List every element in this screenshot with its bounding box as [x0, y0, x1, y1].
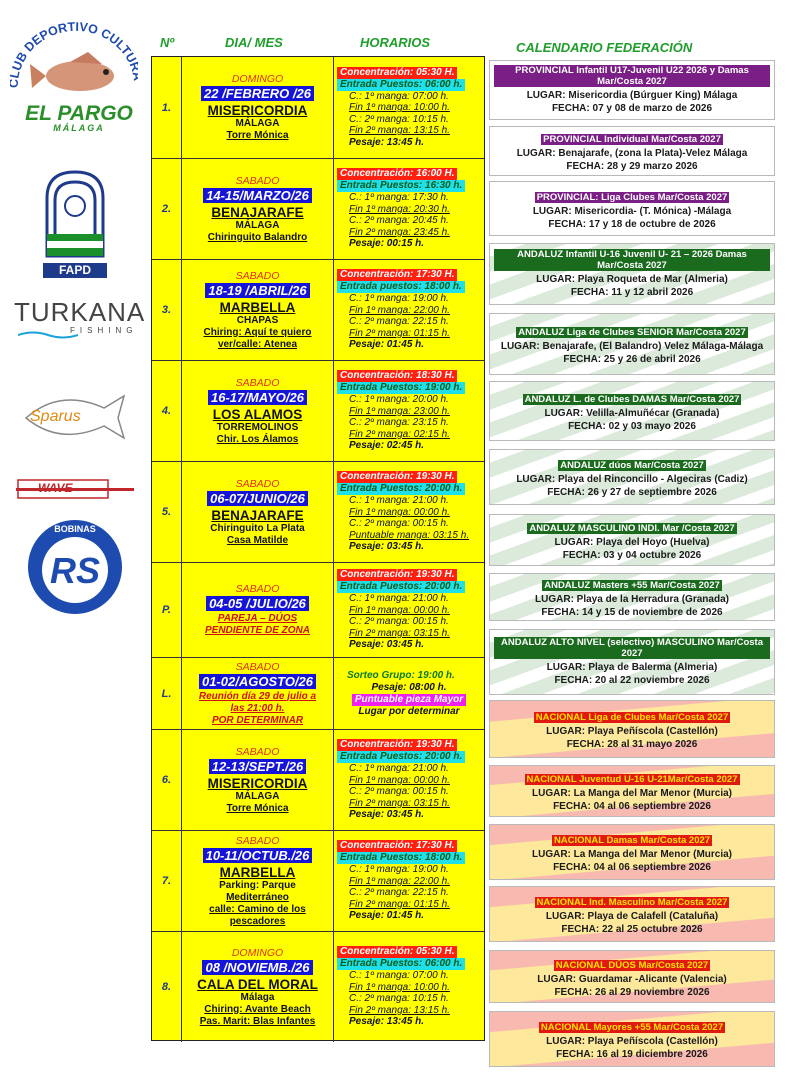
federation-location: LUGAR: La Manga del Mar Menor (Murcia)	[531, 788, 732, 799]
federation-location: LUGAR: Playa Roqueta de Mar (Almeria)	[536, 274, 728, 285]
entry-time: Entrada Puestos: 19:00 h.	[337, 382, 465, 394]
weigh-in-time: Pesaje: 13:45 h.	[349, 1016, 425, 1028]
row-place-detail: CHAPAS	[236, 314, 279, 326]
schedule-line: C.: 2º manga: 23:15 h.	[349, 417, 449, 429]
row-number: 7.	[152, 831, 182, 931]
fapd-logo	[43, 168, 107, 277]
calendar-row	[152, 931, 484, 1042]
scoring-note: Puntuable pieza Mayor	[352, 694, 466, 706]
federation-event	[489, 573, 775, 621]
row-number: L.	[152, 658, 182, 729]
row-date: 12-13/SEPT./26	[209, 759, 307, 774]
federation-title: PROVINCIAL: Liga Clubes Mar/Costa 2027	[536, 191, 728, 203]
row-place: MARBELLA	[219, 864, 296, 880]
federation-title: NACIONAL DÚOS Mar/Costa 2027	[555, 959, 709, 971]
row-date-cell	[182, 831, 334, 931]
row-weekday: SABADO	[235, 745, 280, 758]
entry-time: Entrada Puestos: 20:00 h.	[337, 483, 465, 495]
entry-time: Entrada Puestos: 06:00 h.	[337, 958, 465, 970]
wave-icon	[16, 478, 134, 500]
row-note: las 21:00 h.	[230, 702, 285, 714]
row-place-detail: Chiringuito La Plata	[210, 522, 305, 534]
row-place-detail: MÁLAGA	[235, 219, 280, 231]
fapd-arch-icon	[43, 168, 107, 258]
weigh-in-time: Pesaje: 03:45 h.	[349, 541, 425, 553]
row-place-detail: Chir. Los Álamos	[216, 433, 299, 445]
row-note: Reunión día 29 de julio a	[198, 690, 317, 702]
federation-date: FECHA: 11 y 12 abril 2026	[570, 287, 694, 298]
row-schedule-cell	[334, 462, 484, 562]
row-place: BENAJARAFE	[211, 204, 304, 220]
row-date: 18-19 /ABRIL/26	[205, 283, 309, 298]
schedule-line: Fin 2º manga: 01:15 h.	[349, 327, 450, 339]
federation-title-wrap	[494, 575, 770, 593]
federation-location: LUGAR: Misericordia (Búrguer King) Málaga	[526, 90, 738, 101]
concentration-time: Concentración: 19:30 H.	[337, 471, 457, 483]
federation-event	[489, 1011, 775, 1067]
schedule-line: C.: 1º manga: 21:00 h.	[349, 763, 449, 775]
schedule-line: C.: 1º manga: 07:00 h.	[349, 970, 449, 982]
federation-location: LUGAR: Playa del Hoyo (Huelva)	[554, 537, 710, 548]
weigh-in-time: Pesaje: 02:45 h.	[349, 440, 425, 452]
row-number: 2.	[152, 159, 182, 259]
concentration-time: Concentración: 17:30 H.	[337, 840, 457, 852]
row-weekday: SABADO	[235, 477, 280, 490]
federation-date: FECHA: 16 al 19 diciembre 2026	[556, 1049, 708, 1060]
federation-title-wrap	[494, 65, 770, 89]
row-date-wrap	[184, 959, 331, 977]
row-schedule-cell	[334, 831, 484, 931]
row-number: P.	[152, 563, 182, 657]
row-date-cell	[182, 563, 334, 657]
federation-location: LUGAR: La Manga del Mar Menor (Murcia)	[531, 849, 732, 860]
calendar-row	[152, 657, 484, 729]
header-hours: HORARIOS	[360, 35, 431, 50]
concentration-time: Concentración: 16:00 H.	[337, 168, 457, 180]
row-number: 6.	[152, 730, 182, 830]
row-date: 04-05 /JULIO/26	[206, 596, 309, 611]
federation-title: ANDALUZ MASCULINO INDI. Mar /Costa 2027	[529, 523, 735, 534]
schedule-line: Fin 2º manga: 13:15 h.	[349, 125, 450, 137]
federation-location: LUGAR: Guardamar -Alicante (Valencia)	[537, 973, 727, 985]
row-schedule-cell	[334, 361, 484, 461]
turkana-sub: FISHING	[70, 326, 138, 335]
draw-time: Sorteo Grupo: 19:00 h.	[347, 670, 455, 681]
row-schedule-cell	[334, 932, 484, 1042]
schedule-line: Fin 1º manga: 00:00 h.	[349, 774, 450, 786]
row-date: 01-02/AGOSTO/26	[199, 674, 316, 689]
row-weekday: SABADO	[235, 269, 280, 282]
row-weekday: SABADO	[235, 583, 280, 595]
calendar-row	[152, 57, 484, 158]
row-place-detail: Torre Mónica	[226, 130, 289, 141]
row-date-cell	[182, 361, 334, 461]
federation-title-wrap	[494, 707, 770, 725]
row-place-detail: Pas. Marit: Blas Infantes	[199, 1015, 316, 1027]
federation-title: PROVINCIAL Infantil U17-Juvenil U22 2026 y Damas Mar/Costa 2027	[494, 65, 770, 87]
weigh-in-time: Pesaje: 03:45 h.	[349, 809, 425, 821]
schedule-line: C.: 1º manga: 17:30 h.	[349, 192, 449, 204]
schedule-line: Puntuable manga: 03:15 h.	[349, 529, 470, 541]
federation-title: NACIONAL Damas Mar/Costa 2027	[553, 835, 711, 846]
club-logo	[10, 20, 138, 132]
row-date-wrap	[184, 595, 331, 613]
schedule-line: Fin 1º manga: 00:00 h.	[349, 604, 450, 616]
location-note: Lugar por determinar	[358, 705, 460, 717]
row-place-detail: Chiring: Aquí te quiero	[203, 326, 312, 338]
federation-title-wrap	[494, 249, 770, 273]
row-place-detail: Parking: Parque	[219, 879, 296, 891]
schedule-line: C.: 2º manga: 20:45 h.	[349, 215, 449, 227]
row-schedule-cell	[334, 658, 484, 729]
federation-title: NACIONAL Mayores +55 Mar/Costa 2027	[540, 1022, 724, 1033]
federation-location: LUGAR: Playa del Rinconcillo - Algeciras (Cadiz)	[516, 474, 748, 485]
club-top-text: UB DEPORTIVO CULTU	[10, 20, 138, 73]
federation-date: FECHA: 04 al 06 septiembre 2026	[553, 862, 711, 873]
row-place: LOS ALAMOS	[212, 406, 303, 422]
calendar-row	[152, 461, 484, 562]
federation-title-wrap	[494, 455, 770, 473]
row-place-detail: ver/calle: Atenea	[217, 338, 298, 350]
wave-text: WAVE	[38, 481, 73, 495]
row-schedule-cell	[334, 159, 484, 259]
turkana-wave-icon	[18, 330, 78, 340]
concentration-time: Concentración: 05:30 H.	[337, 67, 457, 79]
rs-top: BOBINAS	[54, 524, 96, 534]
federation-title-wrap	[494, 187, 770, 205]
row-place-detail: Málaga	[240, 991, 275, 1003]
federation-date: FECHA: 25 y 26 de abril 2026	[563, 354, 701, 365]
row-place-detail: calle: Camino de los	[209, 903, 306, 915]
weigh-in-time: Pesaje: 01:45 h.	[349, 910, 425, 922]
federation-event	[489, 449, 775, 505]
club-city: MÁLAGA	[53, 123, 105, 133]
concentration-time: Concentración: 18:30 H.	[337, 370, 457, 382]
entry-time: Entrada Puestos: 18:00 h.	[337, 852, 465, 864]
federation-date: FECHA: 26 al 29 noviembre 2026	[554, 986, 710, 998]
federation-date: FECHA: 28 al 31 mayo 2026	[566, 739, 698, 750]
federation-location: LUGAR: Benajarafe, (zona la Plata)-Velez Málaga	[516, 148, 748, 159]
schedule-line: Fin 2º manga: 23:45 h.	[349, 226, 450, 238]
entry-time: Entrada Puestos: 16:30 h.	[337, 180, 465, 192]
entry-time: Entrada Puestos: 20:00 h.	[337, 751, 465, 763]
federation-date: FECHA: 04 al 06 septiembre 2026	[553, 801, 711, 812]
federation-date: FECHA: 22 al 25 octubre 2026	[561, 924, 703, 935]
row-weekday: SABADO	[235, 660, 280, 673]
row-weekday: DOMINGO	[231, 73, 284, 85]
federation-title: NACIONAL Liga de Clubes Mar/Costa 2027	[535, 712, 729, 723]
federation-title-wrap	[494, 892, 770, 910]
row-date: 22 /FEBRERO /26	[201, 86, 314, 101]
schedule-line: C.: 1º manga: 19:00 h.	[349, 864, 449, 876]
row-schedule-cell	[334, 57, 484, 158]
row-place: MISERICORDIA	[207, 775, 308, 791]
federation-date: FECHA: 26 y 27 de septiembre 2026	[547, 487, 717, 498]
row-place-detail: MÁLAGA	[235, 118, 280, 129]
weigh-in-time: Pesaje: 00:15 h.	[349, 238, 425, 250]
row-date-cell	[182, 260, 334, 360]
schedule-line: C.: 2º manga: 22:15 h.	[349, 887, 449, 899]
federation-date: FECHA: 17 y 18 de octubre de 2026	[548, 218, 716, 230]
row-date-wrap	[184, 187, 331, 205]
schedule-line: C.: 2º manga: 00:15 h.	[349, 786, 449, 798]
calendar-row	[152, 259, 484, 360]
row-date-cell	[182, 658, 334, 729]
schedule-line: C.: 2º manga: 00:15 h.	[349, 616, 449, 628]
federation-event	[489, 514, 775, 566]
entry-time: Entrada Puestos: 20:00 h.	[337, 581, 465, 593]
schedule-line: C.: 2º manga: 10:15 h.	[349, 993, 449, 1005]
row-place-detail: Chiringuito Balandro	[207, 231, 308, 243]
row-date: 06-07/JUNIO/26	[207, 491, 308, 506]
turkana-name: TURKANA	[14, 297, 146, 327]
schedule-line: C.: 2º manga: 00:15 h.	[349, 518, 449, 530]
federation-title: NACIONAL Juventud U-16 U-21Mar/Costa 2027	[526, 774, 738, 785]
row-date-cell	[182, 57, 334, 158]
schedule-line: Fin 1º manga: 22:00 h.	[349, 304, 450, 316]
row-schedule-cell	[334, 730, 484, 830]
federation-event	[489, 765, 775, 817]
schedule-line: Fin 1º manga: 10:00 h.	[349, 102, 450, 114]
federation-event	[489, 126, 775, 176]
row-date-wrap	[184, 673, 331, 691]
row-place-detail: MÁLAGA	[235, 790, 280, 802]
row-date-cell	[182, 159, 334, 259]
federation-date: FECHA: 07 y 08 de marzo de 2026	[551, 103, 713, 114]
row-place-detail: Mediterráneo	[226, 891, 289, 903]
row-date-wrap	[184, 758, 331, 776]
federation-event	[489, 381, 775, 441]
row-schedule-cell	[334, 563, 484, 657]
rs-logo	[26, 518, 124, 616]
federation-title: ANDALUZ ALTO NIVEL (selectivo) MASCULINO Mar/Costa 2027	[494, 637, 770, 659]
federation-event	[489, 60, 775, 120]
federation-title: ANDALUZ Masters +55 Mar/Costa 2027	[544, 580, 720, 591]
federation-date: FECHA: 03 y 04 octubre 2026	[562, 550, 702, 561]
row-date-wrap	[184, 85, 331, 103]
row-weekday: DOMINGO	[231, 946, 284, 959]
federation-title-wrap	[494, 637, 770, 661]
weigh-in-time: Pesaje: 13:45 h.	[349, 136, 425, 148]
sparus-text: Sparus	[30, 408, 81, 425]
schedule-line: Fin 1º manga: 00:00 h.	[349, 506, 450, 518]
row-place: MARBELLA	[219, 299, 296, 315]
row-number: 4.	[152, 361, 182, 461]
calendar-row	[152, 158, 484, 259]
schedule-line: C.: 1º manga: 21:00 h.	[349, 593, 449, 605]
schedule-line: Fin 1º manga: 10:00 h.	[349, 981, 450, 993]
row-weekday: SABADO	[235, 376, 280, 389]
header-federation: CALENDARIO FEDERACIÓN	[516, 40, 693, 55]
turkana-logo	[14, 297, 146, 342]
federation-event	[489, 313, 775, 375]
federation-location: LUGAR: Misericordia- (T. Mónica) -Málaga	[532, 205, 732, 217]
federation-title-wrap	[494, 955, 770, 973]
row-date-cell	[182, 730, 334, 830]
calendar-row	[152, 729, 484, 830]
row-place: MISERICORDIA	[207, 103, 308, 118]
row-weekday: SABADO	[235, 834, 280, 847]
header-day: DIA/ MES	[225, 35, 283, 50]
row-date: 14-15/MARZO/26	[203, 188, 312, 203]
federation-title-wrap	[494, 518, 770, 536]
header-num: Nº	[160, 35, 175, 50]
weigh-in-time: Pesaje: 08:00 h.	[371, 682, 447, 693]
federation-title: ANDALUZ dúos Mar/Costa 2027	[560, 460, 704, 471]
federation-location: LUGAR: Playa de la Herradura (Granada)	[535, 594, 729, 605]
federation-event	[489, 824, 775, 880]
weigh-in-time: Pesaje: 01:45 h.	[349, 339, 425, 351]
schedule-line: Fin 2º manga: 02:15 h.	[349, 428, 450, 440]
federation-date: FECHA: 20 al 22 noviembre 2026	[554, 675, 710, 686]
schedule-line: C.: 1º manga: 20:00 h.	[349, 394, 449, 406]
row-date-cell	[182, 462, 334, 562]
row-date-cell	[182, 932, 334, 1042]
row-place-detail: TORREMOLINOS	[216, 421, 299, 433]
entry-time: Entrada puestos: 18:00 h.	[337, 281, 465, 293]
federation-title: NACIONAL Ind. Masculino Mar/Costa 2027	[536, 897, 728, 908]
schedule-line: C.: 1º manga: 21:00 h.	[349, 495, 449, 507]
federation-event	[489, 950, 775, 1003]
row-number: 5.	[152, 462, 182, 562]
calendar-row	[152, 562, 484, 657]
concentration-time: Concentración: 19:30 H.	[337, 739, 457, 751]
row-date-wrap	[184, 282, 331, 300]
rs-name: RS	[49, 550, 100, 591]
federation-location: LUGAR: Velilla-Almuñécar (Granada)	[544, 408, 720, 419]
club-calendar-table	[151, 56, 485, 1041]
federation-date: FECHA: 02 y 03 mayo 2026	[568, 421, 696, 432]
federation-title-wrap	[494, 830, 770, 848]
row-date: 08 /NOVIEMB./26	[202, 960, 312, 975]
row-note: POR DETERMINAR	[211, 714, 304, 726]
row-place-detail: Chiring: Avante Beach	[204, 1003, 311, 1015]
federation-title-wrap	[494, 769, 770, 787]
row-place: CALA DEL MORAL	[197, 976, 318, 992]
federation-location: LUGAR: Playa de Calafell (Cataluña)	[545, 911, 719, 922]
weigh-in-time: Pesaje: 03:45 h.	[349, 639, 425, 651]
fapd-text: FAPD	[43, 263, 107, 278]
row-date-wrap	[184, 389, 331, 407]
federation-location: LUGAR: Benajarafe, (El Balandro) Velez Málaga-Málaga	[500, 341, 764, 352]
federation-title: ANDALUZ Infantil U-16 Juvenil U- 21 – 2026 Damas Mar/Costa 2027	[494, 249, 770, 271]
row-date: 10-11/OCTUB./26	[203, 848, 313, 863]
schedule-line: C.: 1º manga: 19:00 h.	[349, 293, 449, 305]
schedule-line: Fin 1º manga: 22:00 h.	[349, 875, 450, 887]
row-date-wrap	[184, 847, 331, 865]
sparus-logo	[20, 378, 148, 448]
federation-title-wrap	[494, 322, 770, 340]
concentration-time: Concentración: 17:30 H.	[337, 269, 457, 281]
row-date-wrap	[184, 490, 331, 508]
row-number: 3.	[152, 260, 182, 360]
calendar-row	[152, 360, 484, 461]
federation-location: LUGAR: Playa Peñíscola (Castellón)	[546, 726, 718, 737]
concentration-time: Concentración: 05:30 H.	[337, 946, 457, 958]
federation-title: PROVINCIAL Individual Mar/Costa 2027	[543, 134, 721, 145]
federation-title: ANDALUZ Liga de Clubes SENIOR Mar/Costa 2027	[518, 327, 746, 338]
schedule-line: Fin 1º manga: 20:30 h.	[349, 203, 450, 215]
federation-event	[489, 886, 775, 942]
club-name: EL PARGO	[25, 102, 133, 125]
row-note: PAREJA – DÚOS	[217, 613, 298, 624]
row-note: PENDIENTE DE ZONA	[204, 625, 310, 636]
schedule-line: Fin 2º manga: 03:15 h.	[349, 797, 450, 809]
schedule-line: C.: 2º manga: 10:15 h.	[349, 113, 449, 125]
federation-title-wrap	[494, 389, 770, 407]
row-place: BENAJARAFE	[211, 507, 304, 523]
schedule-line: Fin 1º manga: 23:00 h.	[349, 405, 450, 417]
schedule-line: Fin 2º manga: 01:15 h.	[349, 898, 450, 910]
federation-date: FECHA: 28 y 29 marzo 2026	[566, 161, 698, 172]
federation-location: LUGAR: Playa de Balerma (Almeria)	[546, 662, 718, 673]
federation-date: FECHA: 14 y 15 de noviembre de 2026	[541, 607, 723, 618]
federation-event	[489, 181, 775, 236]
federation-event	[489, 243, 775, 305]
concentration-time: Concentración: 19:30 H.	[337, 569, 457, 581]
row-number: 1.	[152, 57, 182, 158]
entry-time: Entrada Puestos: 06:00 h.	[337, 79, 465, 91]
schedule-line: Fin 2º manga: 03:15 h.	[349, 627, 450, 639]
row-number: 8.	[152, 932, 182, 1042]
wave-logo	[16, 478, 144, 504]
row-place-detail: Torre Mónica	[226, 802, 289, 814]
federation-title-wrap	[494, 1017, 770, 1035]
schedule-line: Fin 2º manga: 13:15 h.	[349, 1004, 450, 1016]
row-weekday: SABADO	[235, 174, 280, 187]
calendar-row	[152, 830, 484, 931]
schedule-line: C.: 1º manga: 07:00 h.	[349, 90, 449, 102]
federation-event	[489, 629, 775, 695]
row-schedule-cell	[334, 260, 484, 360]
row-place-detail: Casa Matilde	[226, 534, 289, 546]
schedule-line: C.: 2º manga: 22:15 h.	[349, 316, 449, 328]
row-date: 16-17/MAYO/26	[208, 390, 307, 405]
row-place-detail: pescadores	[229, 915, 286, 927]
federation-event	[489, 700, 775, 758]
federation-title-wrap	[494, 129, 770, 147]
federation-title: ANDALUZ L. de Clubes DAMAS Mar/Costa 2027	[524, 394, 740, 405]
federation-location: LUGAR: Playa Peñíscola (Castellón)	[546, 1036, 718, 1047]
